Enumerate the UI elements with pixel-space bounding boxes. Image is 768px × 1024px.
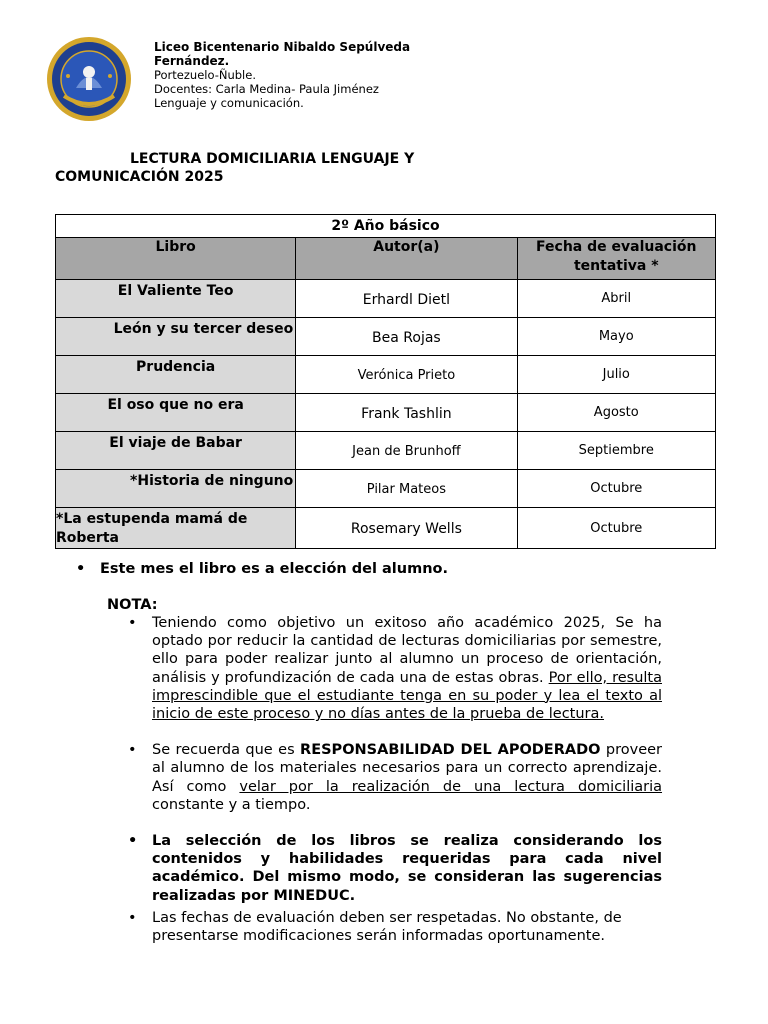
table-row — [56, 280, 716, 318]
table-row — [56, 432, 716, 470]
eval-date: Octubre — [517, 470, 715, 508]
title-line-1: LECTURA DOMICILIARIA LENGUAJE Y — [130, 151, 415, 167]
book-author: Jean de Brunhoff — [296, 432, 517, 470]
bullet: • — [76, 561, 86, 577]
school-name: Liceo Bicentenario Nibaldo Sepúlveda Fernández. — [154, 40, 411, 68]
reading-table — [55, 214, 716, 549]
notes-list — [128, 614, 662, 963]
table-row — [56, 470, 716, 508]
bullet: • — [128, 742, 137, 759]
bullet: • — [128, 833, 138, 850]
list-item — [128, 741, 662, 814]
eval-date: Mayo — [517, 318, 715, 356]
book-title: El oso que no era — [56, 394, 296, 432]
teachers: Docentes: Carla Medina- Paula Jiménez — [154, 82, 379, 96]
book-title: Prudencia — [56, 356, 296, 394]
table-caption: 2º Año básico — [56, 215, 716, 238]
note-4-text: Las fechas de evaluación deben ser respetadas. No obstante, de presentarse modificaciones serán informadas oportunamente. — [152, 909, 622, 945]
book-author: Bea Rojas — [296, 318, 517, 356]
subject: Lenguaje y comunicación. — [154, 96, 304, 110]
nota-label: NOTA: — [107, 597, 158, 613]
eval-date: Agosto — [517, 394, 715, 432]
list-item — [128, 614, 662, 723]
note-2-prefix: Se recuerda que es — [152, 742, 295, 759]
header-book: Libro — [56, 238, 296, 280]
school-crest-logo — [46, 36, 132, 122]
bullet: • — [128, 615, 137, 631]
book-title: El viaje de Babar — [56, 432, 296, 470]
table-row — [56, 318, 716, 356]
school-info — [154, 40, 454, 110]
book-author: Rosemary Wells — [296, 508, 517, 549]
list-item — [128, 909, 662, 945]
eval-date: Julio — [517, 356, 715, 394]
book-title: León y su tercer deseo — [56, 318, 296, 356]
eval-date: Octubre — [517, 508, 715, 549]
table-row — [56, 508, 716, 549]
book-author: Erhardl Dietl — [296, 280, 517, 318]
book-author: Verónica Prieto — [296, 356, 517, 394]
header-author: Autor(a) — [296, 238, 517, 280]
book-title: El Valiente Teo — [56, 280, 296, 318]
choice-note — [76, 561, 448, 577]
note-2-suffix: constante y a tiempo. — [152, 796, 311, 813]
eval-date: Septiembre — [517, 432, 715, 470]
choice-note-text: Este mes el libro es a elección del alumno. — [100, 561, 448, 577]
school-location: Portezuelo-Ñuble. — [154, 68, 256, 82]
note-1-underlined: Por ello, resulta imprescindible que el estudiante tenga en su poder y lea el texto al inicio de este proceso y no días antes de la prueba de lectura. — [152, 669, 662, 723]
book-author: Frank Tashlin — [296, 394, 517, 432]
book-title: *La estupenda mamá de Roberta — [56, 508, 296, 549]
note-3-text: La selección de los libros se realiza considerando los contenidos y habilidades requeridas para cada nivel académico. Del mismo modo, se consideran las sugerencias realizadas por MINEDUC. — [152, 833, 662, 904]
title-line-2: COMUNICACIÓN 2025 — [55, 169, 224, 185]
table-row — [56, 356, 716, 394]
note-2-middle: proveer al alumno de los materiales necesarios para un correcto aprendizaje. Así como — [152, 742, 662, 795]
book-author: Pilar Mateos — [296, 470, 517, 508]
document-title — [55, 150, 475, 186]
book-title: *Historia de ninguno — [56, 470, 296, 508]
header-date: Fecha de evaluación tentativa * — [517, 238, 715, 280]
list-item — [128, 832, 662, 905]
note-2-underlined: velar por la realización de una lectura domiciliaria — [239, 778, 663, 795]
eval-date: Abril — [517, 280, 715, 318]
table-row — [56, 394, 716, 432]
note-2-bold: RESPONSABILIDAD DEL APODERADO — [300, 742, 601, 759]
note-1-text: Teniendo como objetivo un exitoso año académico 2025, Se ha optado por reducir la cantidad de lecturas domiciliarias por semestre, ello para poder realizar junto al alumno un proceso de orientación, análisis y profundización de cada una de estas obras. — [152, 615, 662, 686]
bullet: • — [128, 909, 137, 926]
